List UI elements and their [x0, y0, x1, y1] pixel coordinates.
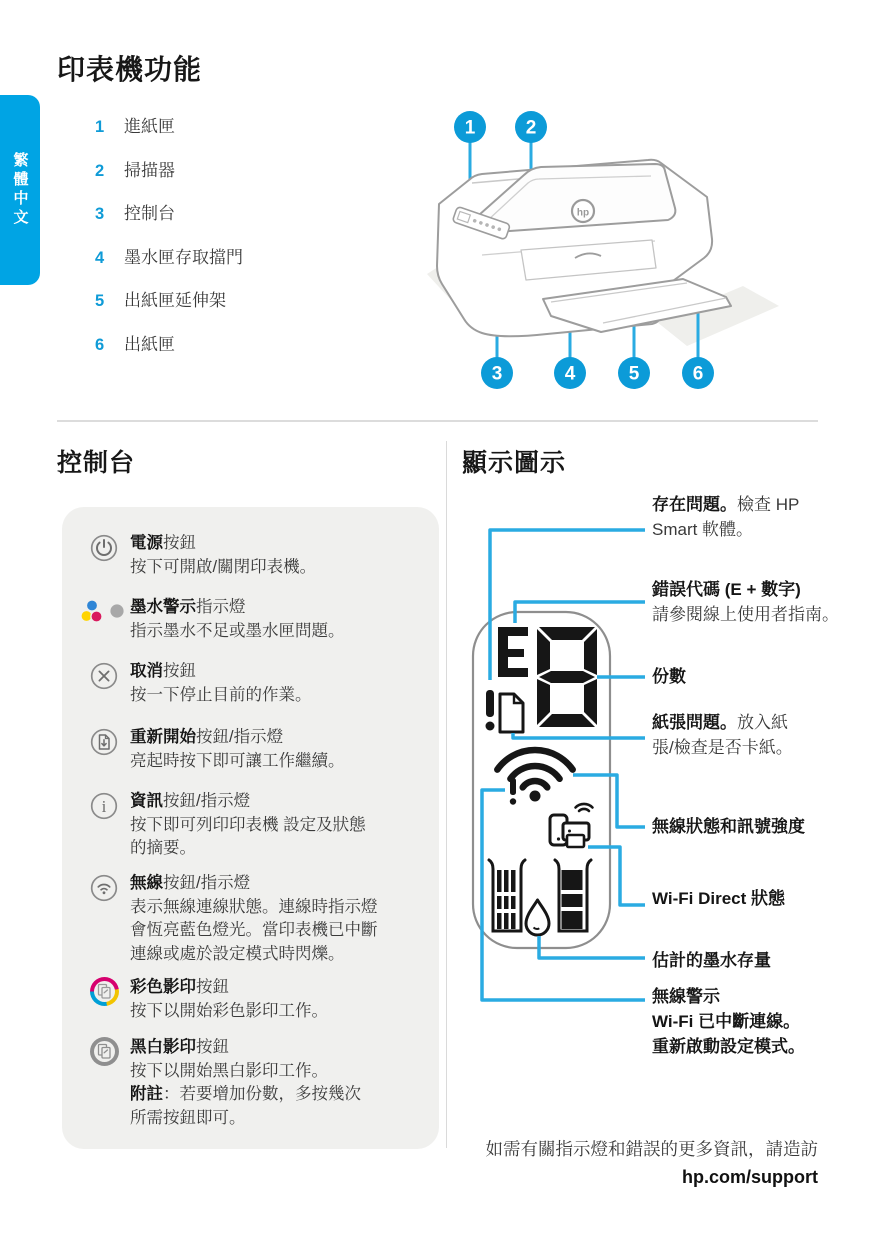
control-panel-item-resume: 重新開始按鈕/指示燈 亮起時按下即可讓工作繼續。: [78, 726, 345, 773]
label-ink-levels: 估計的墨水存量: [652, 951, 771, 970]
cancel-icon: [78, 660, 130, 707]
hp-logo-text: hp: [576, 207, 590, 219]
hp-logo: [572, 200, 594, 222]
resume-icon: [78, 726, 130, 773]
callout-1: [454, 111, 486, 143]
power-icon: [78, 532, 130, 579]
item-label: 墨水匣存取擋門: [124, 247, 243, 267]
support-url: hp.com/support: [682, 1167, 818, 1187]
control-panel-item-wireless: 無線按鈕/指示燈 表示無線連線狀態。連線時指示燈 會恆亮藍色燈光。當印表機已中斷 連線或處於設定模式時閃爍。: [78, 872, 378, 966]
paper-alert-icon: [486, 690, 524, 732]
feature-list: [95, 112, 243, 373]
callout-4: [554, 357, 586, 389]
svg-text:5: 5: [628, 363, 640, 385]
callout-3: [481, 357, 513, 389]
error-letter-glyph: [498, 627, 528, 677]
list-item: [95, 286, 243, 330]
control-panel-item-power: 電源按鈕 按下可開啟/關閉印表機。: [78, 532, 316, 579]
item-number: 6: [95, 335, 105, 354]
list-item: [95, 112, 243, 156]
list-item: [95, 156, 243, 200]
callout-5: [618, 357, 650, 389]
label-wifi-direct: Wi-Fi Direct 狀態: [652, 889, 786, 908]
item-number: 2: [95, 161, 105, 180]
control-panel-item-color-copy: 彩色影印按鈕 按下以開始彩色影印工作。: [78, 976, 328, 1023]
paper-icon: [500, 694, 523, 732]
language-tab: [0, 95, 40, 285]
item-number: 4: [95, 248, 105, 267]
item-number: 1: [95, 118, 105, 136]
control-panel-card: [62, 507, 439, 1149]
ink-alert-icon: [78, 596, 130, 643]
item-label: 進紙匣: [124, 117, 175, 136]
page-title: 印表機功能: [57, 54, 203, 85]
column-divider: [446, 441, 447, 1148]
display-icons-title: 顯示圖示: [462, 449, 567, 477]
control-panel-title: 控制台: [57, 449, 136, 477]
list-item: [95, 243, 243, 287]
item-label: 控制台: [124, 204, 175, 223]
svg-text:3: 3: [491, 363, 503, 385]
section-divider: [57, 420, 818, 422]
label-error-code: 錯誤代碼 (E + 數字) 請參閱線上使用者指南。: [652, 580, 839, 624]
item-label: 出紙匣延伸架: [124, 291, 226, 310]
label-problem: 存在問題。檢查 HP Smart 軟體。: [652, 495, 800, 539]
language-tab-label: 繁體中文: [11, 152, 29, 228]
label-copies: 份數: [652, 667, 686, 686]
control-panel-item-ink-alert: 墨水警示指示燈 指示墨水不足或墨水匣問題。: [78, 596, 345, 643]
control-panel-item-bw-copy: 黑白影印按鈕 按下以開始黑白影印工作。 附註：若要增加份數，多按幾次 所需按鈕即可。: [78, 1036, 361, 1130]
svg-text:1: 1: [464, 117, 476, 139]
svg-text:i: i: [101, 797, 107, 816]
printer-figure: [425, 92, 875, 397]
item-number: 5: [95, 292, 105, 310]
bw-copy-icon: [78, 1036, 130, 1130]
wifi-alert-mark: [510, 778, 516, 795]
svg-text:2: 2: [525, 117, 537, 139]
color-copy-icon: [78, 976, 130, 1023]
control-panel-item-information: i 資訊按鈕/指示燈 按下即可列印印表機 設定及狀態 的摘要。: [78, 790, 366, 861]
wireless-icon: [78, 872, 130, 966]
list-item: [95, 199, 243, 243]
label-paper-problem: 紙張問題。放入紙 張/檢查是否卡紙。: [652, 713, 793, 757]
control-panel-item-cancel: 取消按鈕 按一下停止目前的作業。: [78, 660, 312, 707]
footer: [486, 1136, 819, 1188]
label-wireless-status: 無線狀態和訊號強度: [652, 817, 805, 836]
item-number: 3: [95, 205, 105, 223]
item-label: 出紙匣: [124, 334, 175, 354]
printer-drawing: [437, 160, 731, 336]
callout-6: [682, 357, 714, 389]
list-item: [95, 330, 243, 374]
label-wireless-alert: 無線警示 Wi-Fi 已中斷連線。 重新啟動設定模式。: [652, 987, 805, 1056]
item-label: 掃描器: [124, 160, 175, 180]
footer-note: 如需有關指示燈和錯誤的更多資訊，請造訪: [485, 1139, 818, 1159]
svg-text:4: 4: [564, 363, 576, 385]
callout-2: [515, 111, 547, 143]
svg-text:6: 6: [692, 363, 704, 385]
information-icon: [78, 790, 130, 861]
